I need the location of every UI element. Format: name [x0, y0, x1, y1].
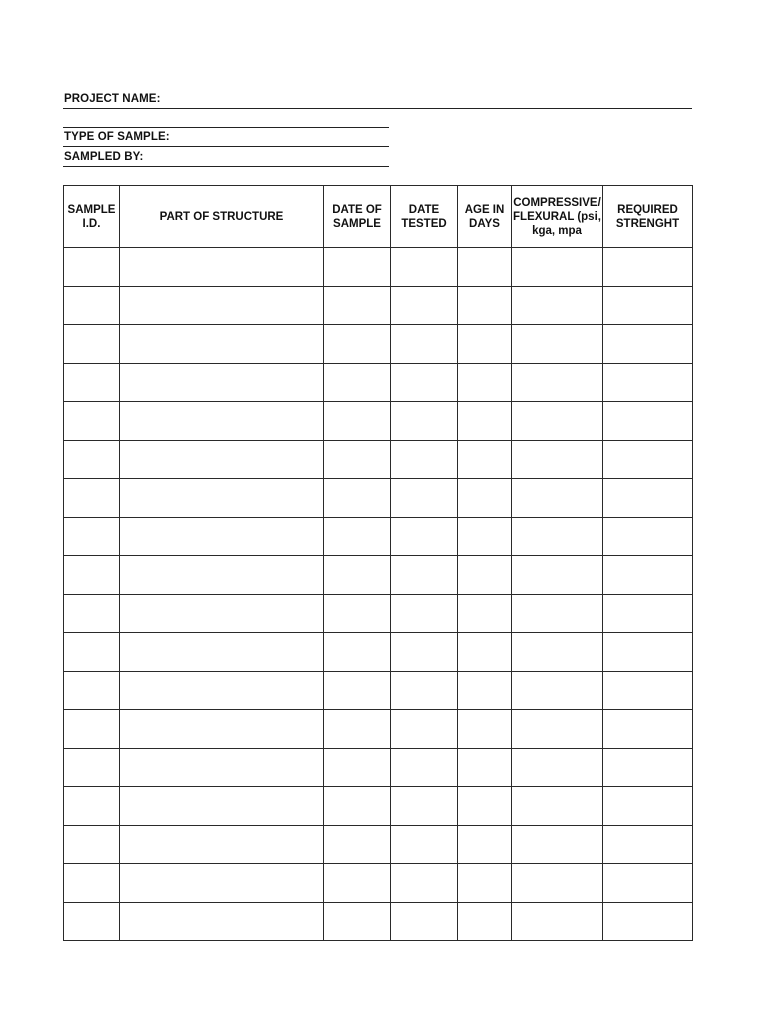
sample-id-cell[interactable]: [64, 479, 120, 518]
required-strength-cell[interactable]: [603, 594, 693, 633]
required-strength-cell[interactable]: [603, 633, 693, 672]
required-strength-cell[interactable]: [603, 825, 693, 864]
age-in-days-cell[interactable]: [458, 248, 512, 287]
sample-id-cell[interactable]: [64, 556, 120, 595]
part-of-structure-cell[interactable]: [120, 864, 324, 903]
table-row: [64, 633, 693, 672]
age-in-days-cell[interactable]: [458, 825, 512, 864]
date-of-sample-cell[interactable]: [324, 633, 391, 672]
required-strength-cell[interactable]: [603, 787, 693, 826]
sampled-by-label: SAMPLED BY:: [64, 151, 144, 163]
type-of-sample-line[interactable]: [63, 146, 389, 147]
age-in-days-cell[interactable]: [458, 402, 512, 441]
part-of-structure-cell[interactable]: [120, 479, 324, 518]
part-of-structure-cell[interactable]: [120, 556, 324, 595]
table-row: [64, 363, 693, 402]
required-strength-cell[interactable]: [603, 479, 693, 518]
date-tested-cell[interactable]: [391, 363, 458, 402]
date-of-sample-cell[interactable]: [324, 402, 391, 441]
column-header-age-in-days: AGE IN DAYS: [458, 186, 512, 248]
part-of-structure-cell[interactable]: [120, 710, 324, 749]
part-of-structure-cell[interactable]: [120, 787, 324, 826]
required-strength-cell[interactable]: [603, 402, 693, 441]
sample-id-cell[interactable]: [64, 864, 120, 903]
compressive-flexural-cell[interactable]: [512, 825, 603, 864]
date-of-sample-cell[interactable]: [324, 440, 391, 479]
age-in-days-cell[interactable]: [458, 440, 512, 479]
column-header-sample-id: SAMPLE I.D.: [64, 186, 120, 248]
date-of-sample-cell[interactable]: [324, 286, 391, 325]
required-strength-cell[interactable]: [603, 363, 693, 402]
type-of-sample-top-line: [63, 127, 389, 128]
part-of-structure-cell[interactable]: [120, 248, 324, 287]
date-of-sample-cell[interactable]: [324, 902, 391, 941]
date-of-sample-cell[interactable]: [324, 363, 391, 402]
required-strength-cell[interactable]: [603, 440, 693, 479]
sample-id-cell[interactable]: [64, 787, 120, 826]
table-row: [64, 594, 693, 633]
date-of-sample-cell[interactable]: [324, 594, 391, 633]
sample-id-cell[interactable]: [64, 710, 120, 749]
date-tested-cell[interactable]: [391, 517, 458, 556]
compressive-flexural-cell[interactable]: [512, 902, 603, 941]
part-of-structure-cell[interactable]: [120, 594, 324, 633]
project-name-line[interactable]: [63, 108, 692, 109]
table-row: [64, 864, 693, 903]
required-strength-cell[interactable]: [603, 864, 693, 903]
table-row: [64, 825, 693, 864]
sample-id-cell[interactable]: [64, 286, 120, 325]
sample-id-cell[interactable]: [64, 248, 120, 287]
type-of-sample-label: TYPE OF SAMPLE:: [64, 131, 170, 143]
date-tested-cell[interactable]: [391, 787, 458, 826]
compressive-flexural-cell[interactable]: [512, 633, 603, 672]
part-of-structure-cell[interactable]: [120, 902, 324, 941]
table-row: [64, 671, 693, 710]
part-of-structure-cell[interactable]: [120, 633, 324, 672]
part-of-structure-cell[interactable]: [120, 363, 324, 402]
date-tested-cell[interactable]: [391, 864, 458, 903]
date-tested-cell[interactable]: [391, 402, 458, 441]
age-in-days-cell[interactable]: [458, 517, 512, 556]
required-strength-cell[interactable]: [603, 556, 693, 595]
required-strength-cell[interactable]: [603, 902, 693, 941]
compressive-flexural-cell[interactable]: [512, 556, 603, 595]
compressive-flexural-cell[interactable]: [512, 248, 603, 287]
column-header-compressive-flexural: COMPRESSIVE/ FLEXURAL (psi, kga, mpa: [512, 186, 603, 248]
required-strength-cell[interactable]: [603, 248, 693, 287]
date-tested-cell[interactable]: [391, 633, 458, 672]
sampled-by-line[interactable]: [63, 166, 389, 167]
table-row: [64, 325, 693, 364]
part-of-structure-cell[interactable]: [120, 671, 324, 710]
sample-id-cell[interactable]: [64, 402, 120, 441]
table-row: [64, 902, 693, 941]
table-row: [64, 556, 693, 595]
table-row: [64, 787, 693, 826]
compressive-flexural-cell[interactable]: [512, 748, 603, 787]
date-of-sample-cell[interactable]: [324, 556, 391, 595]
sample-id-cell[interactable]: [64, 902, 120, 941]
project-name-label: PROJECT NAME:: [64, 93, 161, 105]
column-header-date-tested: DATE TESTED: [391, 186, 458, 248]
date-tested-cell[interactable]: [391, 286, 458, 325]
age-in-days-cell[interactable]: [458, 594, 512, 633]
required-strength-cell[interactable]: [603, 325, 693, 364]
part-of-structure-cell[interactable]: [120, 402, 324, 441]
required-strength-cell[interactable]: [603, 710, 693, 749]
date-of-sample-cell[interactable]: [324, 479, 391, 518]
date-of-sample-cell[interactable]: [324, 787, 391, 826]
table-body: [64, 248, 693, 941]
part-of-structure-cell[interactable]: [120, 748, 324, 787]
age-in-days-cell[interactable]: [458, 363, 512, 402]
compressive-flexural-cell[interactable]: [512, 517, 603, 556]
test-results-table: [63, 185, 693, 941]
date-of-sample-cell[interactable]: [324, 325, 391, 364]
table-row: [64, 440, 693, 479]
table-row: [64, 710, 693, 749]
date-of-sample-cell[interactable]: [324, 710, 391, 749]
table-header-row: [64, 186, 693, 248]
sample-id-cell[interactable]: [64, 671, 120, 710]
age-in-days-cell[interactable]: [458, 710, 512, 749]
date-tested-cell[interactable]: [391, 440, 458, 479]
compressive-flexural-cell[interactable]: [512, 864, 603, 903]
age-in-days-cell[interactable]: [458, 787, 512, 826]
sample-id-cell[interactable]: [64, 748, 120, 787]
date-tested-cell[interactable]: [391, 325, 458, 364]
part-of-structure-cell[interactable]: [120, 286, 324, 325]
part-of-structure-cell[interactable]: [120, 325, 324, 364]
date-tested-cell[interactable]: [391, 594, 458, 633]
date-of-sample-cell[interactable]: [324, 825, 391, 864]
date-tested-cell[interactable]: [391, 825, 458, 864]
sample-id-cell[interactable]: [64, 325, 120, 364]
required-strength-cell[interactable]: [603, 517, 693, 556]
part-of-structure-cell[interactable]: [120, 825, 324, 864]
compressive-flexural-cell[interactable]: [512, 402, 603, 441]
column-header-date-of-sample: DATE OF SAMPLE: [324, 186, 391, 248]
date-tested-cell[interactable]: [391, 902, 458, 941]
sample-id-cell[interactable]: [64, 825, 120, 864]
age-in-days-cell[interactable]: [458, 748, 512, 787]
date-tested-cell[interactable]: [391, 710, 458, 749]
date-of-sample-cell[interactable]: [324, 671, 391, 710]
age-in-days-cell[interactable]: [458, 671, 512, 710]
compressive-flexural-cell[interactable]: [512, 787, 603, 826]
compressive-flexural-cell[interactable]: [512, 363, 603, 402]
age-in-days-cell[interactable]: [458, 325, 512, 364]
required-strength-cell[interactable]: [603, 286, 693, 325]
compressive-flexural-cell[interactable]: [512, 286, 603, 325]
table-row: [64, 479, 693, 518]
age-in-days-cell[interactable]: [458, 286, 512, 325]
compressive-flexural-cell[interactable]: [512, 479, 603, 518]
sample-id-cell[interactable]: [64, 440, 120, 479]
part-of-structure-cell[interactable]: [120, 440, 324, 479]
column-header-required-strength: REQUIRED STRENGHT: [603, 186, 693, 248]
date-tested-cell[interactable]: [391, 748, 458, 787]
age-in-days-cell[interactable]: [458, 864, 512, 903]
date-of-sample-cell[interactable]: [324, 748, 391, 787]
date-of-sample-cell[interactable]: [324, 517, 391, 556]
compressive-flexural-cell[interactable]: [512, 710, 603, 749]
age-in-days-cell[interactable]: [458, 633, 512, 672]
table-row: [64, 286, 693, 325]
compressive-flexural-cell[interactable]: [512, 671, 603, 710]
age-in-days-cell[interactable]: [458, 556, 512, 595]
date-of-sample-cell[interactable]: [324, 248, 391, 287]
required-strength-cell[interactable]: [603, 748, 693, 787]
sample-id-cell[interactable]: [64, 594, 120, 633]
sample-id-cell[interactable]: [64, 363, 120, 402]
table-row: [64, 517, 693, 556]
table-row: [64, 748, 693, 787]
age-in-days-cell[interactable]: [458, 902, 512, 941]
required-strength-cell[interactable]: [603, 671, 693, 710]
date-tested-cell[interactable]: [391, 556, 458, 595]
sample-id-cell[interactable]: [64, 517, 120, 556]
compressive-flexural-cell[interactable]: [512, 440, 603, 479]
column-header-part-of-structure: PART OF STRUCTURE: [120, 186, 324, 248]
part-of-structure-cell[interactable]: [120, 517, 324, 556]
compressive-flexural-cell[interactable]: [512, 594, 603, 633]
table-row: [64, 248, 693, 287]
compressive-flexural-cell[interactable]: [512, 325, 603, 364]
date-tested-cell[interactable]: [391, 479, 458, 518]
table-row: [64, 402, 693, 441]
sample-id-cell[interactable]: [64, 633, 120, 672]
date-of-sample-cell[interactable]: [324, 864, 391, 903]
date-tested-cell[interactable]: [391, 248, 458, 287]
date-tested-cell[interactable]: [391, 671, 458, 710]
age-in-days-cell[interactable]: [458, 479, 512, 518]
